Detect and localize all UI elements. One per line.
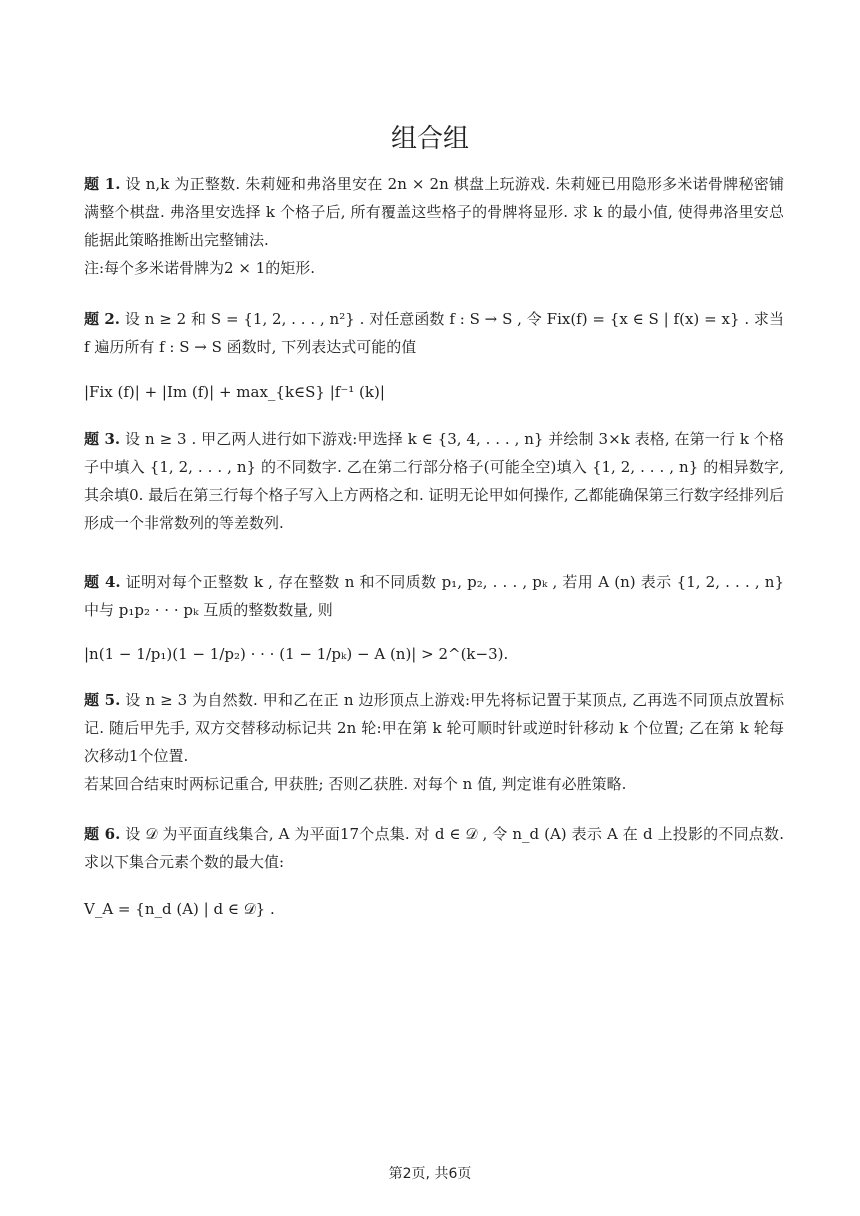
problem-3	[84, 425, 784, 537]
problem-2-text	[84, 305, 784, 361]
problem-4-formula	[84, 640, 784, 668]
problem-6-formula-text: V_A = {n_d (A) | d ∈ 𝒟} .	[84, 900, 275, 918]
problem-3-text	[84, 425, 784, 537]
problem-6-formula	[84, 895, 784, 923]
problem-6-body: 设 𝒟 为平面直线集合, A 为平面17个点集. 对 d ∈ 𝒟 , 令 n_d (A) 表示 A 在 d 上投影的不同点数. 求以下集合元素个数的最大值:	[84, 825, 784, 871]
problem-4-formula-text: |n(1 − 1/p₁)(1 − 1/p₂) · · · (1 − 1/pₖ) − A (n)| > 2^(k−3).	[84, 645, 509, 663]
problem-1	[84, 170, 784, 282]
problem-1-body: 设 n,k 为正整数. 朱莉娅和弗洛里安在 2n × 2n 棋盘上玩游戏. 朱莉娅已用隐形多米诺骨牌秘密铺满整个棋盘. 弗洛里安选择 k 个格子后, 所有覆盖这些格子的骨牌将显形. 求 k 的最小值, 使得弗洛里安总能据此策略推断出完整铺法.	[84, 175, 784, 249]
problem-label: 题 3.	[84, 430, 121, 448]
problem-label: 题 5.	[84, 691, 121, 709]
problem-6-text	[84, 820, 784, 876]
problem-6	[84, 820, 784, 876]
problem-label: 题 6.	[84, 825, 121, 843]
problem-5-text	[84, 686, 784, 770]
problem-2	[84, 305, 784, 361]
problem-4	[84, 568, 784, 624]
problem-5-conclusion: 若某回合结束时两标记重合, 甲获胜; 否则乙获胜. 对每个 n 值, 判定谁有必胜策略.	[84, 775, 627, 793]
problem-label: 题 1.	[84, 175, 121, 193]
problem-4-body: 证明对每个正整数 k , 存在整数 n 和不同质数 p₁, p₂, . . . , pₖ , 若用 A (n) 表示 {1, 2, . . . , n} 中与 p₁p₂ · · · pₖ 互质的整数数量, 则	[84, 573, 784, 619]
problem-5	[84, 686, 784, 798]
problem-5-body: 设 n ≥ 3 为自然数. 甲和乙在正 n 边形顶点上游戏:甲先将标记置于某顶点, 乙再选不同顶点放置标记. 随后甲先手, 双方交替移动标记共 2n 轮:甲在第 k 轮可顺时针或逆时针移动 k 个位置; 乙在第 k 轮每次移动1个位置.	[84, 691, 784, 765]
problem-3-body: 设 n ≥ 3 . 甲乙两人进行如下游戏:甲选择 k ∈ {3, 4, . . . , n} 并绘制 3×k 表格, 在第一行 k 个格子中填入 {1, 2, . . . , n} 的不同数字. 乙在第二行部分格子(可能全空)填入 {1, 2, . . . , n} 的相异数字, 其余填0. 最后在第三行每个格子写入上方两格之和. 证明无论甲如何操作, 乙都能确保第三行数字经排列后形成一个非常数列的等差数列.	[84, 430, 784, 532]
problem-2-body: 设 n ≥ 2 和 S = {1, 2, . . . , n²} . 对任意函数 f : S → S , 令 Fix(f) = {x ∈ S | f(x) = x} . 求当 f 遍历所有 f : S → S 函数时, 下列表达式可能的值	[84, 310, 784, 356]
page-title: 组合组	[390, 124, 469, 154]
problem-label: 题 4.	[84, 573, 121, 591]
problem-2-formula-text: |Fix (f)| + |Im (f)| + max_{k∈S} |f⁻¹ (k)|	[84, 383, 385, 401]
problem-1-note: 注:每个多米诺骨牌为2 × 1的矩形.	[84, 259, 316, 277]
problem-2-formula	[84, 378, 784, 406]
page-footer: 第2页, 共6页	[388, 1166, 472, 1182]
problem-1-text	[84, 170, 784, 254]
problem-4-text	[84, 568, 784, 624]
problem-label: 题 2.	[84, 310, 120, 328]
